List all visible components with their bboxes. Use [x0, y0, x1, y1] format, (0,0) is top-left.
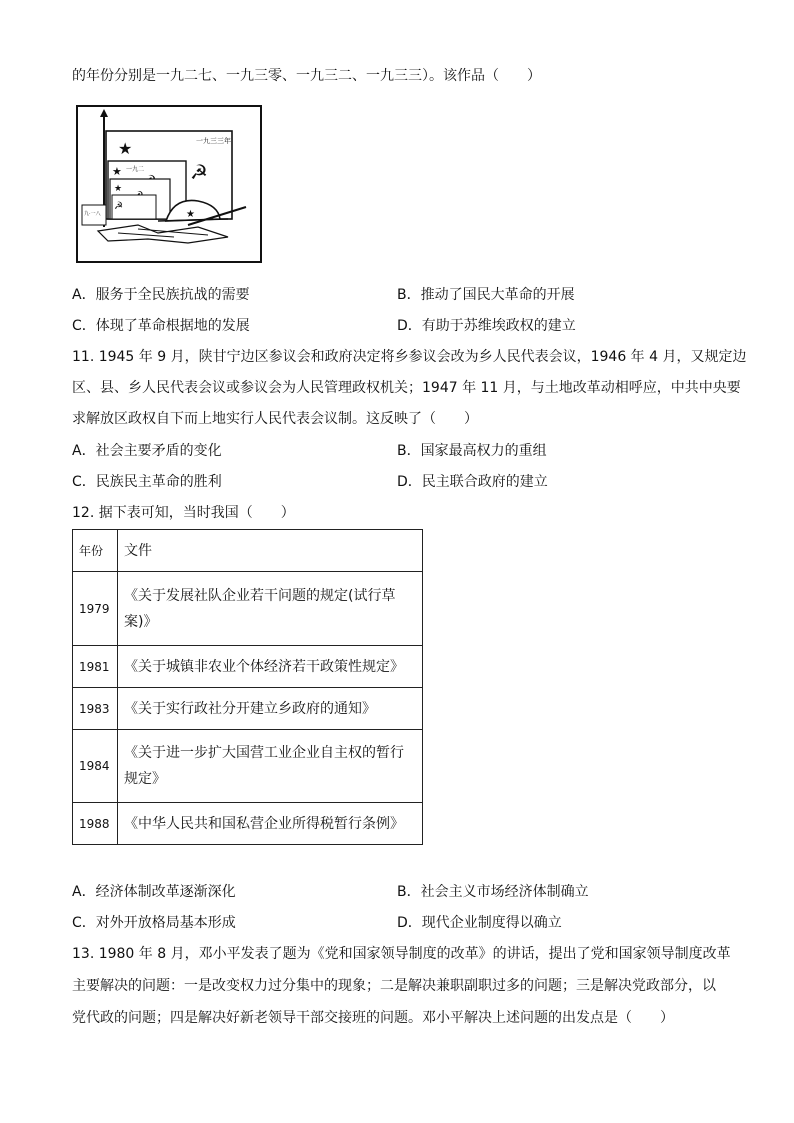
flags-cartoon-image	[78, 107, 260, 261]
figure-small-label: 一九二	[126, 166, 145, 173]
q11-stem-line: 区、县、乡人民代表会议或参议会为人民管理政权机关；1947 年 11 月，与土地改革动相呼应，中共中央要	[72, 380, 741, 396]
header-document: 文件	[118, 530, 423, 572]
row-document	[118, 730, 423, 803]
figure-side-text: 九·一八	[84, 211, 101, 217]
q12-option-a[interactable]: A．经济体制改革逐渐深化	[72, 884, 236, 900]
table-row	[73, 803, 423, 845]
row-year: 1983	[73, 688, 118, 730]
row-document: 《中华人民共和国私营企业所得税暂行条例》	[118, 803, 423, 845]
hammer-sickle-icon: ☭	[114, 201, 123, 212]
q12-stem: 12. 据下表可知，当时我国（ ）	[72, 505, 295, 521]
star-icon: ★	[118, 139, 133, 158]
header-year: 年份	[73, 530, 118, 572]
q11-option-c[interactable]: C．民族民主革命的胜利	[72, 474, 222, 490]
policy-documents-table	[72, 529, 423, 845]
q12-option-d[interactable]: D．现代企业制度得以确立	[397, 915, 562, 931]
row-year: 1981	[73, 646, 118, 688]
figure-year-label: 一九三三年	[196, 137, 231, 145]
q13-stem-line: 党代政的问题；四是解决好新老领导干部交接班的问题。邓小平解决上述问题的出发点是（ ）	[72, 1010, 674, 1026]
q10-option-a[interactable]: A．服务于全民族抗战的需要	[72, 287, 250, 303]
star-icon: ★	[112, 165, 122, 178]
q11-stem-line: 11. 1945 年 9 月，陕甘宁边区参议会和政府决定将乡参议会改为乡人民代表会议，1946 年 4 月，又规定边	[72, 349, 747, 365]
q11-option-d[interactable]: D．民主联合政府的建立	[397, 474, 548, 490]
q11-stem-line: 求解放区政权自下而上地实行人民代表会议制。这反映了（ ）	[72, 411, 478, 427]
row-document	[118, 572, 423, 646]
cartoon-figure	[76, 105, 262, 263]
table-row	[73, 646, 423, 688]
q13-stem-line: 13. 1980 年 8 月，邓小平发表了题为《党和国家领导制度的改革》的讲话，提出了党和国家领导制度改革	[72, 946, 731, 962]
table-row	[73, 688, 423, 730]
document-line: 规定》	[124, 771, 166, 787]
row-document: 《关于实行政社分开建立乡政府的通知》	[118, 688, 423, 730]
q13-stem-line: 主要解决的问题：一是改变权力过分集中的现象；二是解决兼职副职过多的问题；三是解决党政部分，以	[72, 978, 716, 994]
star-icon: ★	[186, 209, 195, 220]
q12-option-c[interactable]: C．对外开放格局基本形成	[72, 915, 236, 931]
q12-option-b[interactable]: B．社会主义市场经济体制确立	[397, 884, 589, 900]
row-document: 《关于城镇非农业个体经济若干政策性规定》	[118, 646, 423, 688]
table-header-row	[73, 530, 423, 572]
q10-stem-tail: 的年份分别是一九二七、一九三零、一九三二、一九三三）。该作品（ ）	[72, 68, 541, 84]
table-row	[73, 572, 423, 646]
row-year: 1979	[73, 572, 118, 646]
table-row	[73, 730, 423, 803]
row-year: 1988	[73, 803, 118, 845]
q10-option-d[interactable]: D．有助于苏维埃政权的建立	[397, 318, 576, 334]
document-line: 《关于发展社队企业若干问题的规定(试行草	[124, 587, 396, 604]
row-year: 1984	[73, 730, 118, 803]
q11-option-a[interactable]: A．社会主要矛盾的变化	[72, 443, 222, 459]
document-line: 《关于进一步扩大国营工业企业自主权的暂行	[124, 745, 404, 761]
star-icon: ★	[114, 184, 123, 194]
document-line: 案)》	[124, 613, 158, 630]
q10-option-c[interactable]: C．体现了革命根据地的发展	[72, 318, 250, 334]
q10-option-b[interactable]: B．推动了国民大革命的开展	[397, 287, 575, 303]
hammer-sickle-icon: ☭	[190, 160, 208, 184]
q11-option-b[interactable]: B．国家最高权力的重组	[397, 443, 547, 459]
